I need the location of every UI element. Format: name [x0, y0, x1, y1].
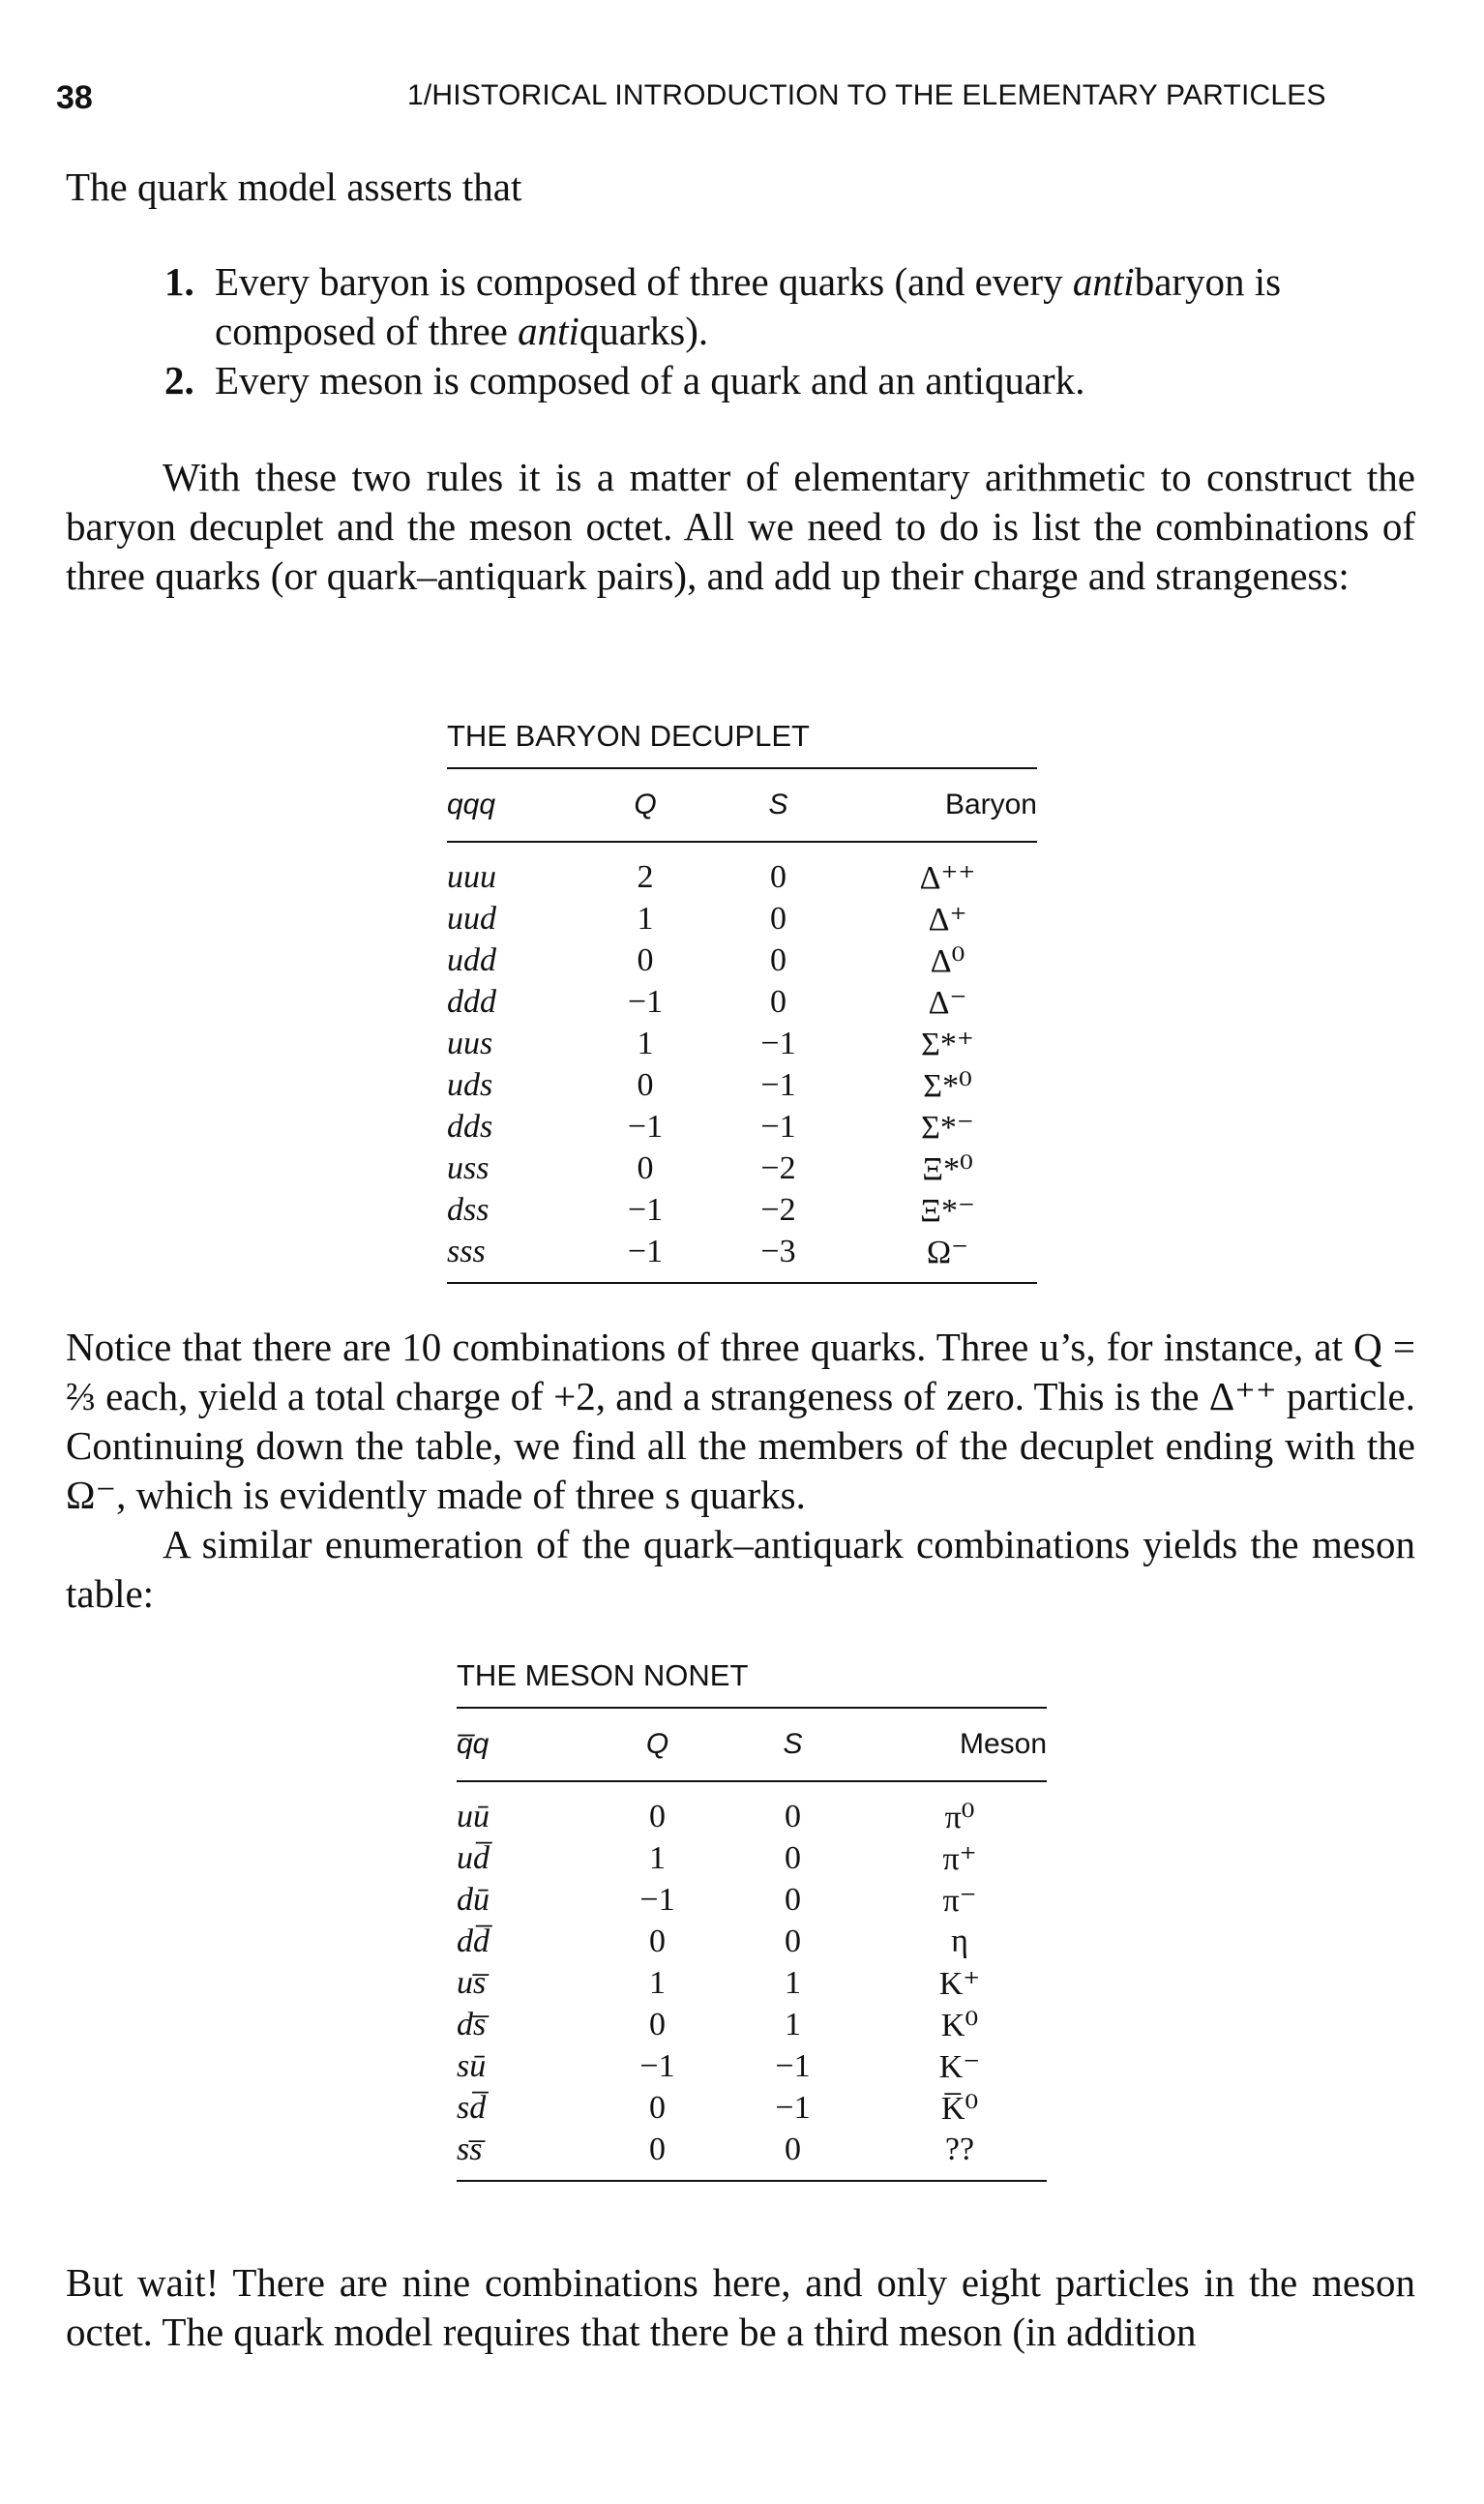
strangeness-cell: −1 [775, 2089, 811, 2126]
charge-cell: 1 [649, 1964, 666, 2001]
strangeness-cell: −2 [760, 1191, 796, 1228]
col-header-qqbar: q̅q [457, 1728, 490, 1760]
particle-cell: Σ*⁺ [921, 1026, 974, 1062]
table-row [457, 2004, 1047, 2045]
meson-table-block [457, 1658, 1047, 2182]
rule-emphasis: anti [518, 309, 579, 353]
strangeness-cell: −1 [760, 1025, 796, 1061]
strangeness-cell: 0 [785, 1839, 801, 1876]
table-row [457, 1879, 1047, 1921]
table-row [447, 1148, 1037, 1189]
charge-cell: 1 [649, 1839, 666, 1876]
particle-cell: Σ*⁻ [921, 1109, 974, 1146]
table-row [447, 842, 1037, 898]
quark-content-cell: dd̅ [457, 1923, 490, 1959]
col-header-strangeness: S [783, 1728, 803, 1760]
quark-content-cell: dss [447, 1191, 490, 1228]
list-number: 2. [164, 358, 194, 402]
particle-cell: K⁺ [938, 1965, 981, 2002]
charge-cell: −1 [639, 1881, 675, 1918]
intro-paragraph: The quark model asserts that [66, 164, 522, 209]
table-row [447, 981, 1037, 1023]
strangeness-cell: 0 [785, 1923, 801, 1959]
strangeness-cell: 0 [770, 900, 787, 937]
charge-cell: 0 [649, 2131, 666, 2167]
strangeness-cell: −1 [760, 1066, 796, 1103]
col-header-qqq: qqq [447, 789, 496, 820]
strangeness-cell: −1 [775, 2047, 811, 2084]
quark-content-cell: us̅ [457, 1964, 487, 2001]
strangeness-cell: −2 [760, 1149, 796, 1186]
quark-content-cell: uuu [447, 858, 496, 895]
charge-cell: 0 [637, 941, 654, 978]
particle-cell: Ξ*⁻ [920, 1192, 975, 1229]
particle-cell: π⁻ [942, 1882, 977, 1919]
charge-cell: 0 [649, 2089, 666, 2126]
quark-content-cell: sū [457, 2047, 487, 2084]
strangeness-cell: 0 [785, 1798, 801, 1834]
similar-paragraph: A similar enumeration of the quark–antiquark combinations yields the meson table: [66, 1522, 1415, 1616]
quark-content-cell: ds̅ [457, 2006, 487, 2042]
rule-text: quarks). [579, 309, 709, 353]
strangeness-cell: 1 [785, 1964, 801, 2001]
charge-cell: 0 [649, 1923, 666, 1959]
table-row [447, 898, 1037, 939]
list-number: 1. [164, 259, 194, 304]
table-header-row [457, 1709, 1047, 1781]
particle-cell: Δ⁺ [928, 901, 967, 938]
quark-content-cell: ss̅ [457, 2131, 483, 2167]
table-row [457, 2087, 1047, 2129]
strangeness-cell: −1 [760, 1108, 796, 1145]
table-row [457, 1837, 1047, 1879]
strangeness-cell: 0 [770, 941, 787, 978]
charge-cell: 0 [637, 1149, 654, 1186]
particle-cell: π⁰ [944, 1799, 975, 1835]
particle-cell: Δ⁰ [930, 942, 965, 979]
table-bottom-rule [447, 1282, 1037, 1284]
quark-content-cell: uus [447, 1025, 493, 1061]
strangeness-cell: −3 [760, 1233, 796, 1269]
charge-cell: −1 [627, 1108, 664, 1145]
particle-cell: Σ*⁰ [923, 1067, 972, 1104]
list-item [164, 356, 1417, 405]
col-header-charge: Q [634, 789, 657, 820]
quark-content-cell: ddd [447, 983, 496, 1020]
quark-content-cell: uud [447, 900, 496, 937]
table-row [447, 1023, 1037, 1064]
col-header-strangeness: S [768, 789, 788, 820]
but-wait-paragraph: But wait! There are nine combinations here, and only eight particles in the meson octet. The quark model requires that there be a third meson (in addition [66, 2260, 1415, 2354]
strangeness-cell: 1 [785, 2006, 801, 2042]
particle-cell: ?? [944, 2131, 975, 2167]
rule-text: Every meson is composed of a quark and an antiquark. [215, 358, 1085, 402]
quark-content-cell: sss [447, 1233, 486, 1269]
charge-cell: −1 [627, 983, 664, 1020]
charge-cell: 1 [637, 900, 654, 937]
rule-text: Every baryon is composed of three quarks (and every [215, 259, 1073, 304]
strangeness-cell: 0 [770, 983, 787, 1020]
baryon-table [447, 769, 1037, 1282]
quark-content-cell: dū [457, 1881, 490, 1918]
list-item [164, 257, 1417, 356]
quark-content-cell: uds [447, 1066, 493, 1103]
table-header-row [447, 769, 1037, 842]
charge-cell: 0 [649, 1798, 666, 1834]
strangeness-cell: 0 [785, 1881, 801, 1918]
meson-table [457, 1709, 1047, 2180]
table-row [447, 1189, 1037, 1231]
strangeness-cell: 0 [785, 2131, 801, 2167]
quark-content-cell: ud̅ [457, 1839, 490, 1876]
quark-content-cell: udd [447, 941, 496, 978]
quark-content-cell: uū [457, 1798, 490, 1834]
table-row [457, 1921, 1047, 1962]
particle-cell: Ξ*⁰ [922, 1150, 973, 1187]
arithmetic-paragraph: With these two rules it is a matter of elementary arithmetic to construct the baryon decuplet and the meson octet. All we need to do is list the combinations of three quarks (or quark–antiquark pairs), and add up their charge and strangeness: [66, 455, 1415, 598]
table-row [447, 1231, 1037, 1282]
rule-emphasis: anti [1072, 259, 1135, 304]
baryon-table-block [447, 719, 1037, 1284]
strangeness-cell: 0 [770, 858, 787, 895]
col-header-baryon: Baryon [944, 789, 1037, 820]
particle-cell: K⁰ [940, 2007, 979, 2043]
quark-content-cell: dds [447, 1108, 493, 1145]
table-row [447, 1064, 1037, 1106]
particle-cell: Δ⁻ [928, 984, 967, 1021]
baryon-table-title: THE BARYON DECUPLET [447, 719, 810, 753]
charge-cell: 2 [637, 858, 654, 895]
table-row [457, 1781, 1047, 1837]
col-header-meson: Meson [959, 1728, 1047, 1760]
particle-cell: K⁻ [938, 2048, 981, 2085]
particle-cell: π⁺ [942, 1840, 977, 1877]
charge-cell: −1 [627, 1191, 664, 1228]
charge-cell: 0 [649, 2006, 666, 2042]
table-bottom-rule [457, 2180, 1047, 2182]
quark-rules-list [164, 257, 1417, 405]
charge-cell: −1 [627, 1233, 664, 1269]
charge-cell: 1 [637, 1025, 654, 1061]
col-header-charge: Q [645, 1728, 669, 1760]
charge-cell: 0 [637, 1066, 654, 1103]
charge-cell: −1 [639, 2047, 675, 2084]
rule-text: baryon is composed of three [215, 259, 1282, 353]
quark-content-cell: sd̅ [457, 2089, 487, 2126]
running-title: 1/HISTORICAL INTRODUCTION TO THE ELEMENTARY PARTICLES [407, 79, 1326, 111]
particle-cell: Δ⁺⁺ [919, 859, 976, 896]
table-row [447, 1106, 1037, 1148]
meson-table-title: THE MESON NONET [457, 1658, 749, 1692]
particle-cell: η [951, 1923, 968, 1959]
table-row [457, 1962, 1047, 2004]
particle-cell: Ω⁻ [926, 1234, 969, 1270]
notice-paragraph: Notice that there are 10 combinations of three quarks. Three u’s, for instance, at Q = ⅔ each, yield a total charge of +2, and a strangeness of zero. This is the Δ⁺⁺ particle. Continuing down the table, we find all the members of the decuplet ending with the Ω⁻, which is evidently made of three s quarks. [66, 1325, 1415, 1517]
quark-content-cell: uss [447, 1149, 490, 1186]
table-row [447, 939, 1037, 981]
table-row [457, 2129, 1047, 2180]
table-row [457, 2045, 1047, 2087]
page-number: 38 [56, 79, 93, 116]
particle-cell: K̅⁰ [940, 2090, 979, 2127]
